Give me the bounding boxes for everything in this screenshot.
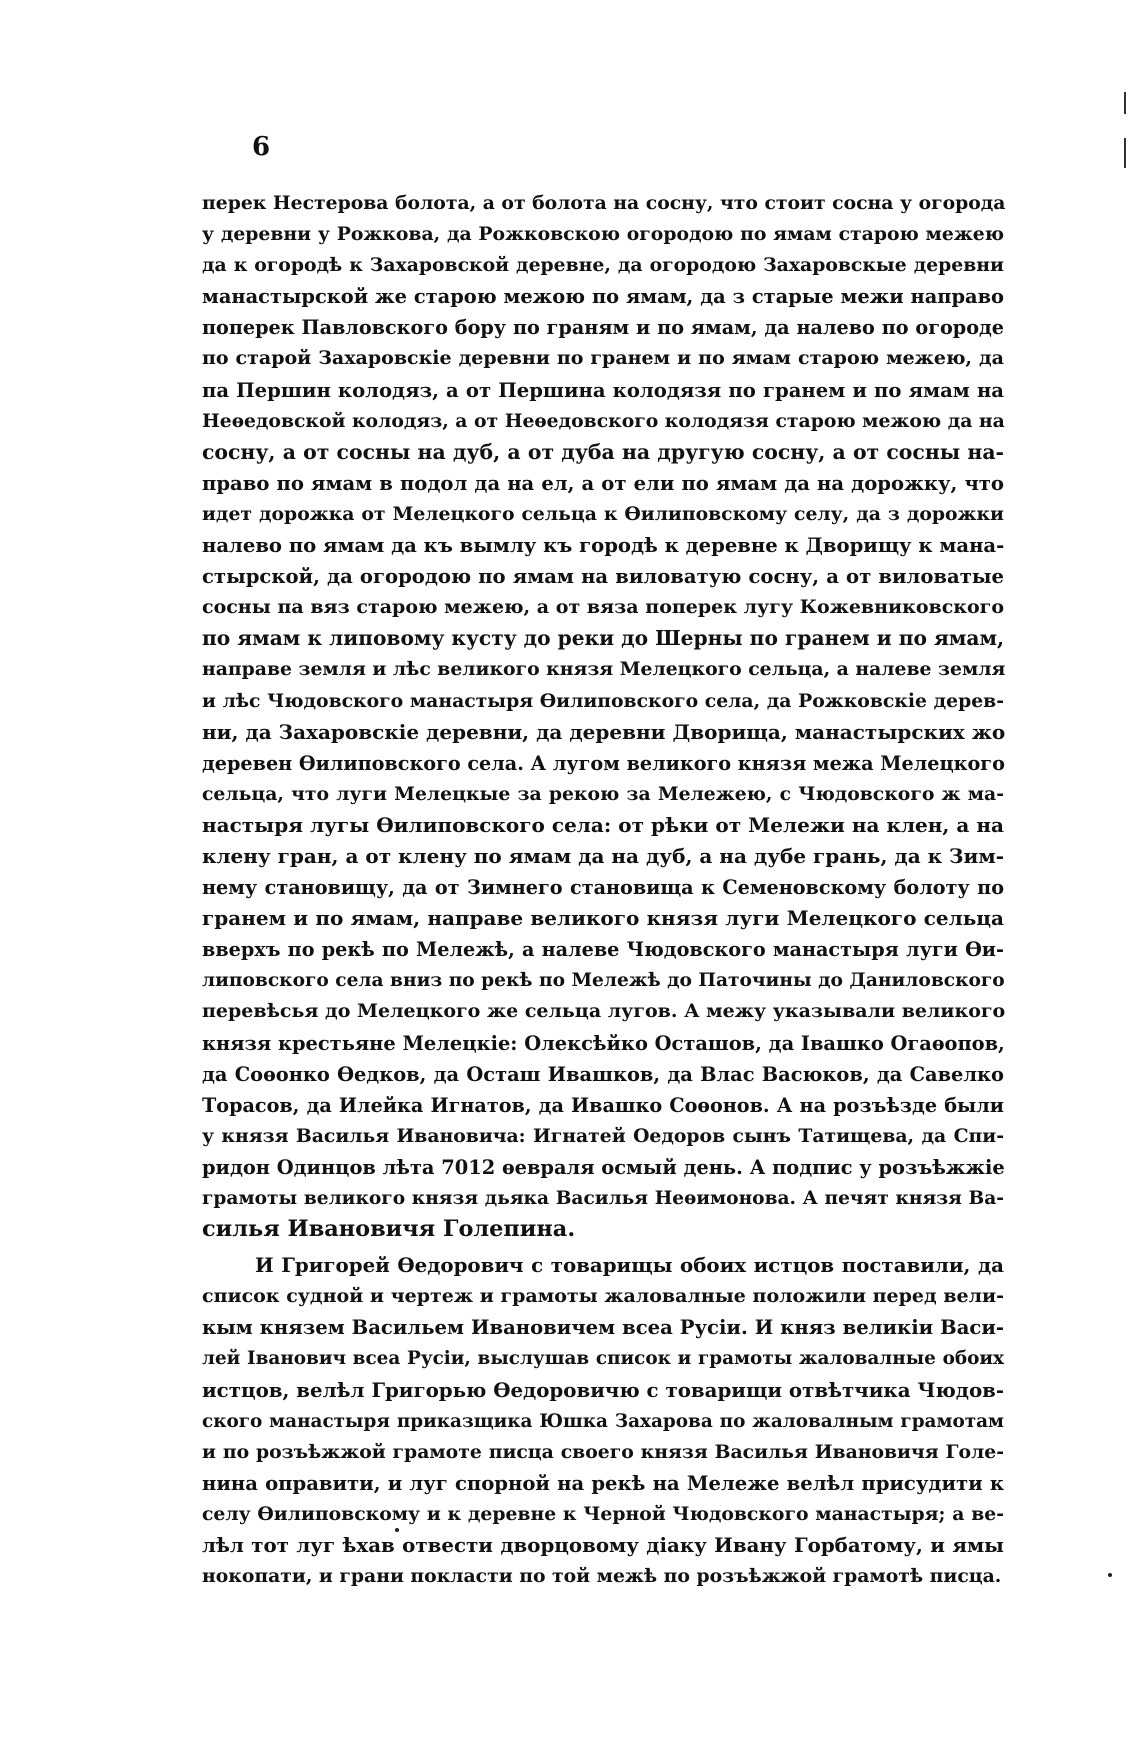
text-line: перевѣсья до Мелецкого же сельца лугов. А межу указывали великого <box>202 1000 1006 1023</box>
text-line: истцов, велѣл Григорью Ѳедоровичю с товарищи отвѣтчика Чюдов- <box>202 1377 1005 1402</box>
scan-edge-mark <box>1124 92 1126 114</box>
text-line: селу Ѳилиповскому и к деревне к Черной Чюдовского манастыря; а ве- <box>202 1502 1004 1525</box>
text-line: да к огородѣ к Захаровской деревне, да огородою Захаровскые деревни <box>202 254 1004 277</box>
text-line: настыря лугы Ѳилиповского села: от рѣки от Мележи на клен, а на <box>202 812 1004 837</box>
text-line: у деревни у Рожкова, да Рожковскою огородою по ямам старою межею <box>202 223 1004 246</box>
scan-speck <box>395 1528 399 1532</box>
text-line: да Соѳонко Ѳедков, да Осташ Ивашков, да Влас Васюков, да Савелко <box>202 1062 1004 1086</box>
text-line: стырской, да огородою по ямам на виловатую сосну, а от виловатые <box>202 565 1004 589</box>
text-line: перек Нестерова болота, а от болота на сосну, что стоит сосна у огорода <box>202 192 1006 214</box>
text-line: Торасов, да Илейка Игнатов, да Ивашко Соѳонов. А на розъѣзде были <box>202 1093 1004 1117</box>
text-line: силья Ивановичя Голепина. <box>202 1216 576 1243</box>
text-line: и по розъѣжжой грамоте писца своего князя Василья Ивановичя Голе- <box>202 1440 1004 1463</box>
text-line: нина оправити, и луг спорной на рекѣ на Мележе велѣл присудити к <box>202 1471 1004 1495</box>
paragraph-2 <box>202 1250 1004 1592</box>
text-line: ни, да Захаровскіе деревни, да деревни Дворища, манастырских жо <box>202 719 1006 744</box>
paragraph-1 <box>202 188 1004 1245</box>
text-line: деревен Ѳилиповского села. А лугом великого князя межа Мелецкого <box>202 751 1005 775</box>
text-line: вверхъ по рекѣ по Мележѣ, а налеве Чюдовского манастыря луги Ѳи- <box>202 938 1004 962</box>
text-line: па Першин колодяз, а от Першина колодязя по гранем и по ямам на <box>202 378 1004 402</box>
text-line: клену гран, а от клену по ямам да на дуб, а на дубе грань, да к Зим- <box>202 843 1004 868</box>
text-line: кым князем Васильем Ивановичем всеа Русіи. И княз великіи Васи- <box>202 1316 1004 1340</box>
body-text <box>202 188 1004 1592</box>
text-line: список судной и чертеж и грамоты жаловалные положили перед вели- <box>202 1285 1004 1308</box>
text-line: нему становищу, да от Зимнего становища к Семеновскому болоту по <box>202 876 1004 900</box>
text-line: нокопати, и грани покласти по той межѣ по розъѣжжой грамотѣ писца. <box>202 1565 1002 1588</box>
scan-edge-mark <box>1124 138 1126 168</box>
text-line: право по ямам в подол да на ел, а от ели по ямам да на дорожку, что <box>202 471 1004 495</box>
text-line: гранем и по ямам, направе великого князя луги Мелецкого сельца <box>202 906 1004 931</box>
page-number: 6 <box>252 132 271 162</box>
text-line: сосну, а от сосны на дуб, а от дуба на другую сосну, а от сосны на- <box>202 439 1004 464</box>
text-line: по ямам к липовому кусту до реки до Шерны по гранем и по ямам, <box>202 626 1005 651</box>
text-line: идет дорожка от Мелецкого сельца к Ѳилиповскому селу, да з дорожки <box>202 502 1004 525</box>
text-line: грамоты великого князя дьяка Василья Неѳимонова. А печят князя Ва- <box>202 1188 1004 1209</box>
text-line: сельца, что луги Мелецкые за рекою за Мележею, с Чюдовского ж ма- <box>202 782 1004 805</box>
text-line: лѣл тот луг ѣхав отвести дворцовому діаку Ивану Горбатому, и ямы <box>202 1533 1004 1558</box>
text-line: у князя Василья Ивановича: Игнатей Оедоров сынъ Татищева, да Спи- <box>202 1124 1004 1147</box>
text-line: липовского села вниз по рекѣ по Мележѣ до Паточины до Даниловского <box>202 970 1005 992</box>
text-line: по старой Захаровскіе деревни по гранем и по ямам старою межею, да <box>202 347 1004 370</box>
text-line: сосны па вяз старою межею, а от вяза поперек лугу Кожевниковского <box>202 596 1004 619</box>
text-line: И Григорей Ѳедорович с товарищы обоих истцов поставили, да <box>255 1253 1004 1278</box>
text-line: поперек Павловского бору по граням и по ямам, да налево по огороде <box>202 316 1004 340</box>
text-line: Неѳедовской колодяз, а от Неѳедовского колодязя старою межою да на <box>202 409 1005 432</box>
text-line: налево по ямам да къ вымлу къ городѣ к деревне к Дворищу к мана- <box>202 534 1005 558</box>
text-line: и лѣс Чюдовского манастыря Ѳилиповского села, да Рожковскіе дерев- <box>202 689 1004 712</box>
text-line: князя крестьяне Мелецкіе: Олексѣйко Осташов, да Івашко Огаѳопов, <box>202 1031 1005 1055</box>
text-line: ридон Одинцов лѣта 7012 ѳевраля осмый день. А подпис у розъѣжжіе <box>202 1155 1005 1179</box>
text-line: ского манастыря приказщика Юшка Захарова по жаловалным грамотам <box>202 1410 1004 1432</box>
text-line: направе земля и лѣс великого князя Мелецкого сельца, а налеве земля <box>202 658 1006 681</box>
scan-speck <box>1108 1573 1112 1577</box>
text-line: манастырской же старою межою по ямам, да з старые межи направо <box>202 285 1004 309</box>
text-line: лей Іванович всеа Русіи, выслушав список и грамоты жаловалные обоих <box>202 1348 1004 1370</box>
